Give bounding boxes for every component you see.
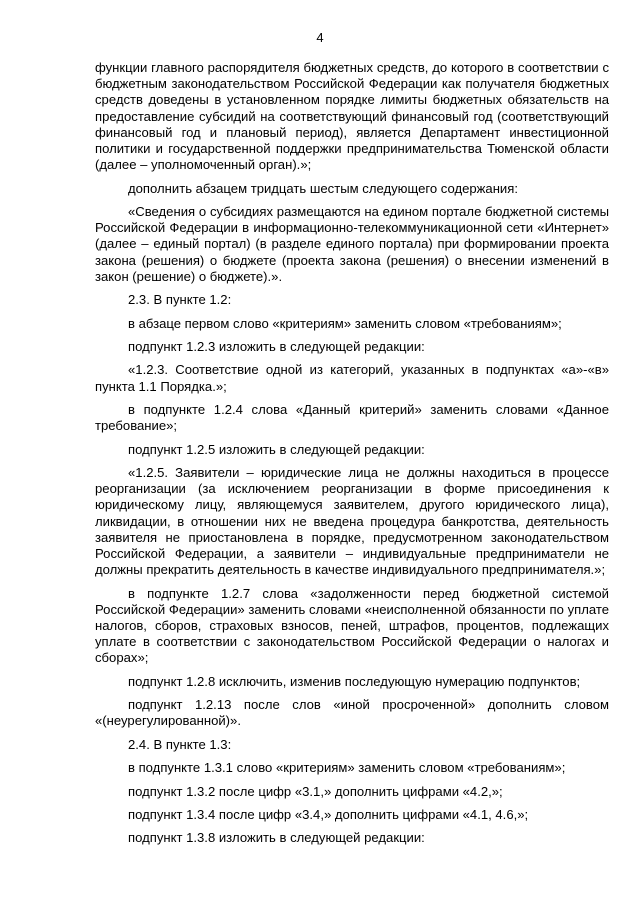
paragraph: подпункт 1.2.13 после слов «иной просроченной» дополнить словом «(неурегулированной)». (95, 697, 609, 729)
paragraph: подпункт 1.3.8 изложить в следующей редакции: (128, 830, 425, 846)
paragraph: в подпункте 1.2.4 слова «Данный критерий» заменить словами «Данное требование»; (95, 401, 609, 434)
paragraph: в абзаце первом слово «критериям» заменить словом «требованиям»; (128, 315, 562, 331)
page-number: 4 (316, 30, 324, 45)
paragraph: подпункт 1.2.8 исключить, изменив последующую нумерацию подпунктов; (128, 673, 581, 689)
paragraph: дополнить абзацем тридцать шестым следующего содержания: (128, 180, 518, 196)
paragraph: «1.2.3. Соответствие одной из категорий, указанных в подпунктах «а»-«в» пункта 1.1 Порядка.»; (95, 362, 609, 394)
paragraph: подпункт 1.2.5 изложить в следующей редакции: (128, 441, 425, 457)
paragraph: подпункт 1.2.3 изложить в следующей редакции: (128, 338, 425, 354)
paragraph: «1.2.5. Заявители – юридические лица не должны находиться в процессе реорганизации (за исключением реорганизации в форме присоединения к юридическому лицу, являющемуся заявителем, другого юридического лица), ликвидации, в отношении них не введена процедура банкротства, деятельность заявителя не приостановлена в порядке, предусмотренном законодательством Российской Федерации, а заявители – индивидуальные предприниматели не должны прекратить деятельность в качестве индивидуального предпринимателя.»; (95, 464, 609, 578)
paragraph: подпункт 1.3.4 после цифр «3.4,» дополнить цифрами «4.1, 4.6,»; (128, 806, 529, 822)
paragraph: подпункт 1.3.2 после цифр «3.1,» дополнить цифрами «4.2,»; (128, 783, 503, 799)
paragraph: «Сведения о субсидиях размещаются на едином портале бюджетной системы Российской Федерации в информационно-телекоммуникационной сети «Интернет» (далее – единый портал) (в разделе единого портала) при формировании проекта закона (решения) о бюджете (проекта закона (решения) о внесении изменений в закон (решение) о бюджете).». (95, 204, 609, 284)
paragraph: функции главного распорядителя бюджетных средств, до которого в соответствии с бюджетным законодательством Российской Федерации как получателя бюджетных средств доведены в установленном порядке лимиты бюджетных обязательств на предоставление субсидий на соответствующий финансовый год (соответствующий финансовый год и плановый период), является Департамент инвестиционной политики и государственной поддержки предпринимательства Тюменской области (далее – уполномоченный орган).»; (95, 60, 609, 173)
paragraph: 2.3. В пункте 1.2: (128, 292, 232, 308)
paragraph: в подпункте 1.2.7 слова «задолженности перед бюджетной системой Российской Федерации» заменить словами «неисполненной обязанности по уплате налогов, сборов, страховых взносов, пеней, штрафов, процентов, подлежащих уплате в соответствии с законодательством Российской Федерации о налогах и сборах»; (95, 585, 609, 666)
paragraph: 2.4. В пункте 1.3: (128, 736, 232, 752)
paragraph: в подпункте 1.3.1 слово «критериям» заменить словом «требованиям»; (128, 760, 566, 776)
document-body (95, 60, 609, 854)
